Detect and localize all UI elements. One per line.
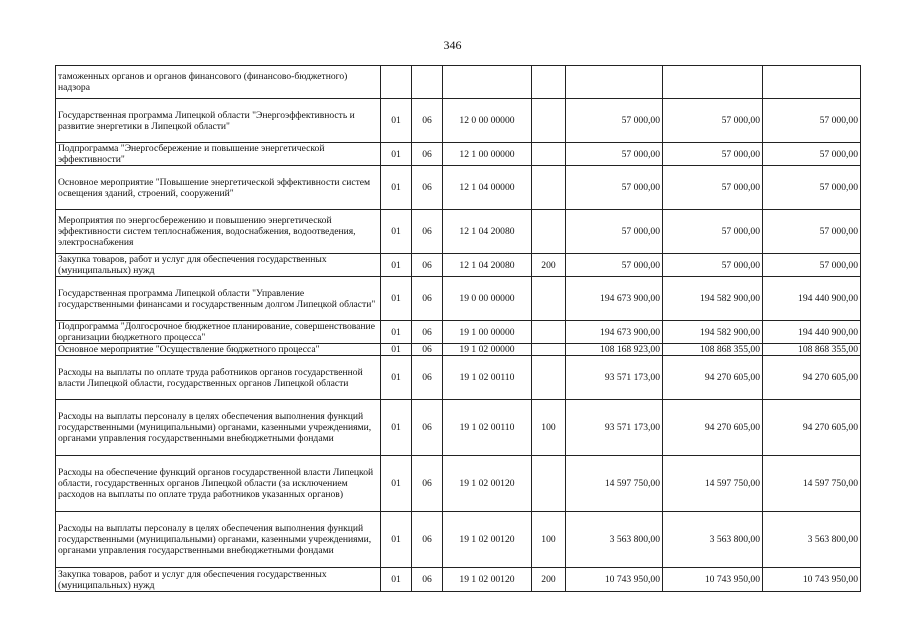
amount-year-1: 57 000,00 — [566, 143, 663, 166]
amount-year-3: 57 000,00 — [763, 143, 861, 166]
table-row — [56, 277, 861, 321]
amount-year-1: 14 597 750,00 — [566, 456, 663, 512]
expense-type-code: 200 — [532, 254, 566, 277]
row-name: Основное мероприятие "Осуществление бюджетного процесса" — [56, 344, 381, 356]
amount-year-1: 3 563 800,00 — [566, 512, 663, 568]
subsection-code: 06 — [412, 277, 443, 321]
expense-type-code — [532, 277, 566, 321]
amount-year-2: 10 743 950,00 — [663, 568, 763, 592]
row-name: Государственная программа Липецкой области "Управление государственными финансами и государственным долгом Липецкой области" — [56, 277, 381, 321]
row-name: Расходы на обеспечение функций органов государственной власти Липецкой области, государственных органов Липецкой области (за исключением расходов на выплаты по оплате труда работников указанных органов) — [56, 456, 381, 512]
section-code: 01 — [381, 210, 412, 254]
amount-year-2: 94 270 605,00 — [663, 356, 763, 400]
expense-type-code: 200 — [532, 568, 566, 592]
target-article-code: 19 1 00 00000 — [443, 321, 532, 344]
expense-type-code — [532, 321, 566, 344]
amount-year-1: 93 571 173,00 — [566, 400, 663, 456]
amount-year-3 — [763, 66, 861, 99]
row-name: Подпрограмма "Энергосбережение и повышение энергетической эффективности" — [56, 143, 381, 166]
amount-year-3: 57 000,00 — [763, 166, 861, 210]
amount-year-3: 57 000,00 — [763, 254, 861, 277]
budget-table — [55, 65, 861, 592]
amount-year-1: 93 571 173,00 — [566, 356, 663, 400]
section-code: 01 — [381, 166, 412, 210]
amount-year-1: 108 168 923,00 — [566, 344, 663, 356]
row-name: Закупка товаров, работ и услуг для обеспечения государственных (муниципальных) нужд — [56, 254, 381, 277]
subsection-code: 06 — [412, 344, 443, 356]
target-article-code: 19 1 02 00110 — [443, 356, 532, 400]
subsection-code: 06 — [412, 210, 443, 254]
target-article-code: 19 1 02 00120 — [443, 456, 532, 512]
amount-year-1 — [566, 66, 663, 99]
subsection-code: 06 — [412, 356, 443, 400]
target-article-code — [443, 66, 532, 99]
section-code: 01 — [381, 456, 412, 512]
amount-year-2: 3 563 800,00 — [663, 512, 763, 568]
amount-year-3: 194 440 900,00 — [763, 321, 861, 344]
amount-year-2: 57 000,00 — [663, 99, 763, 143]
amount-year-2: 94 270 605,00 — [663, 400, 763, 456]
row-name: Закупка товаров, работ и услуг для обеспечения государственных (муниципальных) нужд — [56, 568, 381, 592]
amount-year-3: 108 868 355,00 — [763, 344, 861, 356]
amount-year-2: 14 597 750,00 — [663, 456, 763, 512]
section-code: 01 — [381, 400, 412, 456]
amount-year-2 — [663, 66, 763, 99]
amount-year-1: 10 743 950,00 — [566, 568, 663, 592]
amount-year-3: 57 000,00 — [763, 210, 861, 254]
amount-year-2: 57 000,00 — [663, 166, 763, 210]
amount-year-2: 57 000,00 — [663, 210, 763, 254]
amount-year-1: 57 000,00 — [566, 210, 663, 254]
amount-year-3: 94 270 605,00 — [763, 400, 861, 456]
subsection-code: 06 — [412, 321, 443, 344]
subsection-code: 06 — [412, 143, 443, 166]
section-code: 01 — [381, 512, 412, 568]
subsection-code: 06 — [412, 254, 443, 277]
subsection-code: 06 — [412, 568, 443, 592]
amount-year-3: 194 440 900,00 — [763, 277, 861, 321]
expense-type-code: 100 — [532, 400, 566, 456]
expense-type-code — [532, 456, 566, 512]
amount-year-2: 57 000,00 — [663, 254, 763, 277]
row-name: Основное мероприятие "Повышение энергетической эффективности систем освещения зданий, строений, сооружений" — [56, 166, 381, 210]
table-row — [56, 166, 861, 210]
table-row — [56, 344, 861, 356]
table-row — [56, 512, 861, 568]
row-name: таможенных органов и органов финансового (финансово-бюджетного) надзора — [56, 66, 381, 99]
expense-type-code — [532, 344, 566, 356]
amount-year-2: 194 582 900,00 — [663, 277, 763, 321]
expense-type-code — [532, 99, 566, 143]
row-name: Расходы на выплаты по оплате труда работников органов государственной власти Липецкой области, государственных органов Липецкой области — [56, 356, 381, 400]
subsection-code: 06 — [412, 512, 443, 568]
subsection-code: 06 — [412, 456, 443, 512]
target-article-code: 19 1 02 00000 — [443, 344, 532, 356]
target-article-code: 12 0 00 00000 — [443, 99, 532, 143]
amount-year-2: 194 582 900,00 — [663, 321, 763, 344]
subsection-code: 06 — [412, 99, 443, 143]
table-row — [56, 321, 861, 344]
target-article-code: 12 1 04 00000 — [443, 166, 532, 210]
table-row — [56, 99, 861, 143]
section-code — [381, 66, 412, 99]
amount-year-1: 57 000,00 — [566, 99, 663, 143]
row-name: Мероприятия по энергосбережению и повышению энергетической эффективности систем теплоснабжения, водоснабжения, водоотведения, электроснабжения — [56, 210, 381, 254]
section-code: 01 — [381, 356, 412, 400]
target-article-code: 12 1 00 00000 — [443, 143, 532, 166]
section-code: 01 — [381, 99, 412, 143]
amount-year-1: 57 000,00 — [566, 166, 663, 210]
expense-type-code: 100 — [532, 512, 566, 568]
row-name: Подпрограмма "Долгосрочное бюджетное планирование, совершенствование организации бюджетного процесса" — [56, 321, 381, 344]
amount-year-1: 194 673 900,00 — [566, 321, 663, 344]
table-row — [56, 400, 861, 456]
expense-type-code — [532, 166, 566, 210]
table-row — [56, 456, 861, 512]
amount-year-1: 57 000,00 — [566, 254, 663, 277]
target-article-code: 19 0 00 00000 — [443, 277, 532, 321]
expense-type-code — [532, 66, 566, 99]
table-row — [56, 356, 861, 400]
row-name: Государственная программа Липецкой области "Энергоэффективность и развитие энергетики в Липецкой области" — [56, 99, 381, 143]
target-article-code: 12 1 04 20080 — [443, 254, 532, 277]
table-row — [56, 143, 861, 166]
amount-year-3: 10 743 950,00 — [763, 568, 861, 592]
target-article-code: 19 1 02 00110 — [443, 400, 532, 456]
expense-type-code — [532, 143, 566, 166]
target-article-code: 19 1 02 00120 — [443, 512, 532, 568]
table-row — [56, 66, 861, 99]
subsection-code: 06 — [412, 166, 443, 210]
row-name: Расходы на выплаты персоналу в целях обеспечения выполнения функций государственными (муниципальными) органами, казенными учреждениями, органами управления государственными внебюджетными фондами — [56, 512, 381, 568]
table-row — [56, 210, 861, 254]
amount-year-3: 94 270 605,00 — [763, 356, 861, 400]
section-code: 01 — [381, 277, 412, 321]
table-row — [56, 254, 861, 277]
expense-type-code — [532, 210, 566, 254]
amount-year-3: 14 597 750,00 — [763, 456, 861, 512]
section-code: 01 — [381, 254, 412, 277]
budget-table-body — [56, 66, 861, 592]
amount-year-3: 57 000,00 — [763, 99, 861, 143]
row-name: Расходы на выплаты персоналу в целях обеспечения выполнения функций государственными (муниципальными) органами, казенными учреждениями, органами управления государственными внебюджетными фондами — [56, 400, 381, 456]
amount-year-2: 108 868 355,00 — [663, 344, 763, 356]
section-code: 01 — [381, 321, 412, 344]
target-article-code: 19 1 02 00120 — [443, 568, 532, 592]
target-article-code: 12 1 04 20080 — [443, 210, 532, 254]
expense-type-code — [532, 356, 566, 400]
section-code: 01 — [381, 344, 412, 356]
amount-year-1: 194 673 900,00 — [566, 277, 663, 321]
section-code: 01 — [381, 568, 412, 592]
page-number: 346 — [443, 38, 462, 52]
section-code: 01 — [381, 143, 412, 166]
amount-year-3: 3 563 800,00 — [763, 512, 861, 568]
amount-year-2: 57 000,00 — [663, 143, 763, 166]
subsection-code: 06 — [412, 400, 443, 456]
table-row — [56, 568, 861, 592]
subsection-code — [412, 66, 443, 99]
